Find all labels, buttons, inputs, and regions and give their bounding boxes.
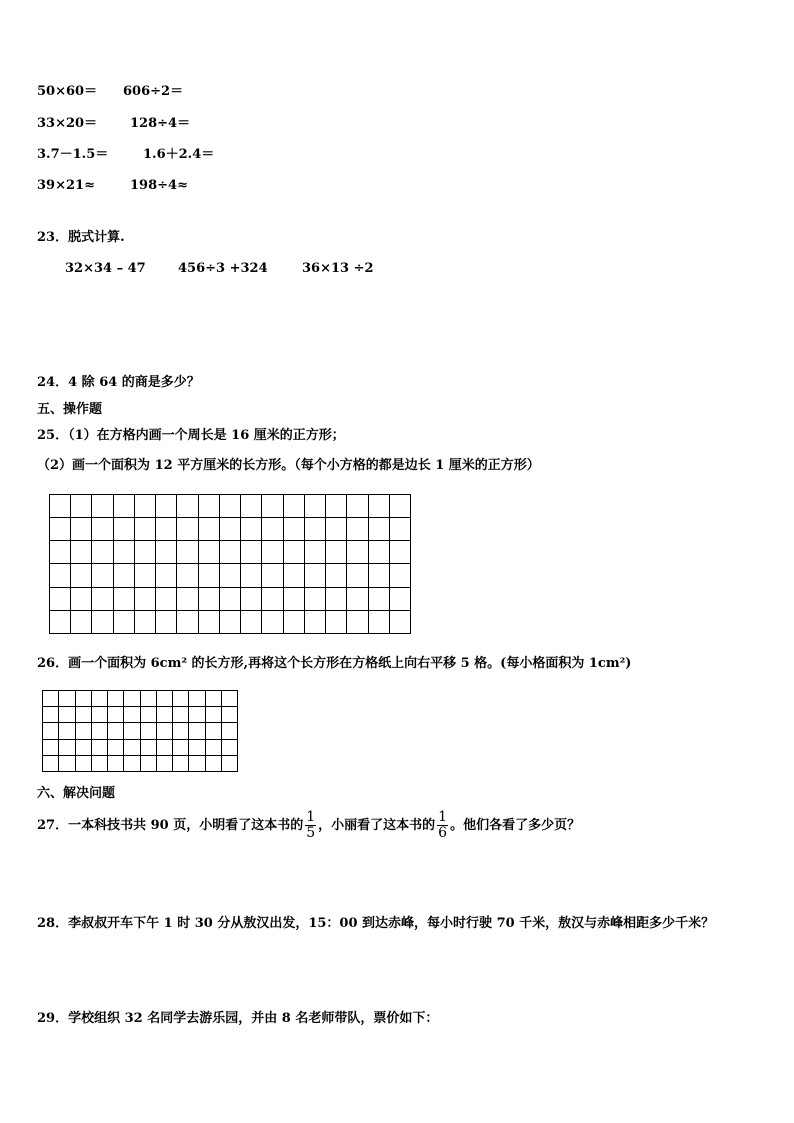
grid-cell[interactable]: [347, 564, 368, 587]
grid-cell[interactable]: [134, 495, 155, 518]
grid-cell[interactable]: [304, 564, 325, 587]
question-24: 24．4 除 64 的商是多少？: [37, 375, 200, 390]
calc-item: 50×60＝: [37, 84, 98, 99]
grid-cell[interactable]: [205, 691, 221, 707]
grid-cell[interactable]: [283, 610, 304, 633]
grid-cell[interactable]: [221, 739, 237, 755]
grid-cell[interactable]: [241, 587, 262, 610]
grid-cell[interactable]: [326, 541, 347, 564]
grid-cell[interactable]: [389, 610, 410, 633]
grid-cell[interactable]: [124, 707, 140, 723]
grid-cell[interactable]: [368, 564, 389, 587]
grid-cell[interactable]: [71, 518, 92, 541]
fraction-numerator: 1: [306, 808, 316, 825]
fraction-one-sixth: [437, 810, 448, 841]
grid-cell[interactable]: [156, 691, 172, 707]
calc-item: 128÷4＝: [130, 116, 191, 131]
grid-row: [43, 723, 238, 739]
grid-cell[interactable]: [140, 707, 156, 723]
grid-cell[interactable]: [304, 587, 325, 610]
grid-cell[interactable]: [91, 739, 107, 755]
grid-cell[interactable]: [304, 541, 325, 564]
grid-cell[interactable]: [156, 495, 177, 518]
question-28: 28．李叔叔开车下午 1 时 30 分从敖汉出发，15：00 到达赤峰，每小时行驶 70 千米，敖汉与赤峰相距多少千米？: [37, 916, 715, 931]
grid-cell[interactable]: [71, 587, 92, 610]
grid-cell[interactable]: [124, 723, 140, 739]
grid-cell[interactable]: [219, 587, 240, 610]
question-25-part2: （2）画一个面积为 12 平方厘米的长方形。（每个小方格的都是边长 1 厘米的正方形）: [37, 458, 540, 473]
square-grid-26[interactable]: [42, 690, 238, 772]
grid-cell[interactable]: [198, 610, 219, 633]
grid-cell[interactable]: [221, 755, 237, 771]
grid-cell[interactable]: [156, 739, 172, 755]
grid-cell[interactable]: [92, 587, 113, 610]
grid-cell[interactable]: [347, 587, 368, 610]
grid-cell[interactable]: [389, 564, 410, 587]
grid-cell[interactable]: [50, 541, 71, 564]
fraction-numerator: 1: [438, 808, 448, 825]
calc-item: 198÷4≈: [130, 178, 188, 193]
grid-cell[interactable]: [156, 518, 177, 541]
grid-cell[interactable]: [71, 610, 92, 633]
question-23-title: 23．脱式计算.: [37, 230, 125, 245]
grid-cell[interactable]: [113, 495, 134, 518]
grid-cell[interactable]: [189, 691, 205, 707]
calc-item: 1.6＋2.4＝: [143, 147, 215, 162]
calc-item: 33×20＝: [37, 116, 98, 131]
grid-cell[interactable]: [108, 739, 124, 755]
grid-cell[interactable]: [113, 587, 134, 610]
grid-row: [50, 564, 411, 587]
grid-cell[interactable]: [347, 541, 368, 564]
question-25-part1: 25．（1）在方格内画一个周长是 16 厘米的正方形；: [37, 428, 345, 443]
grid-cell[interactable]: [75, 707, 91, 723]
grid-cell[interactable]: [241, 495, 262, 518]
grid-cell[interactable]: [173, 739, 189, 755]
grid-cell[interactable]: [59, 691, 75, 707]
grid-cell[interactable]: [43, 739, 59, 755]
calc-item: 3.7－1.5＝: [37, 147, 109, 162]
grid-cell[interactable]: [389, 587, 410, 610]
grid-cell[interactable]: [50, 518, 71, 541]
grid-cell[interactable]: [177, 587, 198, 610]
question-29: 29．学校组织 32 名同学去游乐园，并由 8 名老师带队，票价如下：: [37, 1011, 439, 1026]
grid-cell[interactable]: [368, 518, 389, 541]
grid-cell[interactable]: [189, 723, 205, 739]
grid-cell[interactable]: [205, 739, 221, 755]
grid-cell[interactable]: [113, 541, 134, 564]
grid-cell[interactable]: [71, 564, 92, 587]
grid-cell[interactable]: [368, 610, 389, 633]
grid-cell[interactable]: [219, 541, 240, 564]
grid-cell[interactable]: [75, 691, 91, 707]
grid-cell[interactable]: [283, 495, 304, 518]
grid-cell[interactable]: [124, 739, 140, 755]
grid-cell[interactable]: [283, 587, 304, 610]
grid-cell[interactable]: [75, 755, 91, 771]
grid-cell[interactable]: [43, 723, 59, 739]
grid-cell[interactable]: [189, 755, 205, 771]
grid-cell[interactable]: [326, 587, 347, 610]
calc-item: 39×21≈: [37, 178, 95, 193]
question-26: 26．画一个面积为 6cm² 的长方形,再将这个长方形在方格纸上向右平移 5 格。(每小格面积为 1cm²): [37, 656, 632, 671]
grid-cell[interactable]: [304, 518, 325, 541]
grid-cell[interactable]: [241, 518, 262, 541]
grid-cell[interactable]: [241, 564, 262, 587]
grid-cell[interactable]: [50, 587, 71, 610]
grid-cell[interactable]: [262, 610, 283, 633]
grid-cell[interactable]: [262, 564, 283, 587]
grid-cell[interactable]: [59, 739, 75, 755]
grid-cell[interactable]: [124, 691, 140, 707]
grid-cell[interactable]: [92, 610, 113, 633]
grid-row: [50, 541, 411, 564]
grid-cell[interactable]: [326, 518, 347, 541]
grid-cell[interactable]: [140, 723, 156, 739]
grid-cell[interactable]: [140, 691, 156, 707]
grid-cell[interactable]: [134, 518, 155, 541]
grid-cell[interactable]: [389, 541, 410, 564]
grid-cell[interactable]: [113, 610, 134, 633]
grid-cell[interactable]: [326, 495, 347, 518]
grid-cell[interactable]: [177, 564, 198, 587]
grid-cell[interactable]: [156, 723, 172, 739]
expression: 456÷3 +324: [178, 261, 268, 276]
grid-cell[interactable]: [262, 495, 283, 518]
grid-cell[interactable]: [124, 755, 140, 771]
question-27-text-b: ，小丽看了这本书的: [318, 817, 436, 833]
grid-cell[interactable]: [108, 755, 124, 771]
grid-cell[interactable]: [241, 610, 262, 633]
fraction-denominator: 6: [438, 824, 448, 841]
grid-row: [50, 495, 411, 518]
grid-cell[interactable]: [50, 610, 71, 633]
grid-cell[interactable]: [368, 495, 389, 518]
expression: 32×34 – 47: [65, 261, 146, 276]
grid-cell[interactable]: [91, 723, 107, 739]
section-six-heading: 六、解决问题: [37, 786, 116, 801]
grid-cell[interactable]: [177, 541, 198, 564]
grid-cell[interactable]: [91, 707, 107, 723]
grid-cell[interactable]: [219, 518, 240, 541]
grid-cell[interactable]: [173, 707, 189, 723]
grid-cell[interactable]: [205, 723, 221, 739]
grid-cell[interactable]: [262, 541, 283, 564]
grid-cell[interactable]: [108, 723, 124, 739]
grid-cell[interactable]: [43, 691, 59, 707]
grid-cell[interactable]: [262, 587, 283, 610]
grid-row: [43, 707, 238, 723]
grid-cell[interactable]: [262, 518, 283, 541]
square-grid-25[interactable]: [49, 494, 411, 634]
grid-row: [50, 610, 411, 633]
grid-cell[interactable]: [134, 610, 155, 633]
grid-cell[interactable]: [368, 541, 389, 564]
grid-cell[interactable]: [92, 495, 113, 518]
fraction-one-fifth: [305, 810, 316, 841]
grid-cell[interactable]: [59, 723, 75, 739]
grid-cell[interactable]: [304, 495, 325, 518]
grid-cell[interactable]: [134, 587, 155, 610]
grid-cell[interactable]: [177, 495, 198, 518]
grid-cell[interactable]: [108, 691, 124, 707]
grid-cell[interactable]: [389, 518, 410, 541]
grid-row: [43, 755, 238, 771]
grid-cell[interactable]: [347, 518, 368, 541]
grid-cell[interactable]: [221, 707, 237, 723]
grid-cell[interactable]: [50, 564, 71, 587]
grid-cell[interactable]: [304, 610, 325, 633]
grid-cell[interactable]: [156, 564, 177, 587]
grid-cell[interactable]: [173, 723, 189, 739]
grid-cell[interactable]: [198, 495, 219, 518]
grid-row: [43, 691, 238, 707]
grid-row: [50, 518, 411, 541]
grid-cell[interactable]: [92, 564, 113, 587]
grid-cell[interactable]: [198, 564, 219, 587]
question-27-text-a: 27．一本科技书共 90 页，小明看了这本书的: [37, 817, 304, 833]
question-27: [37, 805, 580, 845]
grid-cell[interactable]: [347, 495, 368, 518]
grid-cell[interactable]: [134, 564, 155, 587]
grid-cell[interactable]: [43, 707, 59, 723]
question-27-text-c: 。他们各看了多少页？: [450, 817, 581, 833]
grid-cell[interactable]: [173, 755, 189, 771]
grid-cell[interactable]: [156, 541, 177, 564]
grid-cell[interactable]: [326, 564, 347, 587]
grid-cell[interactable]: [75, 739, 91, 755]
grid-cell[interactable]: [221, 723, 237, 739]
grid-cell[interactable]: [156, 707, 172, 723]
calc-item: 606÷2＝: [123, 84, 184, 99]
grid-cell[interactable]: [92, 518, 113, 541]
grid-cell[interactable]: [92, 541, 113, 564]
grid-cell[interactable]: [91, 691, 107, 707]
grid-cell[interactable]: [50, 495, 71, 518]
grid-cell[interactable]: [91, 755, 107, 771]
grid-cell[interactable]: [219, 495, 240, 518]
grid-cell[interactable]: [219, 610, 240, 633]
fraction-denominator: 5: [306, 824, 316, 841]
grid-cell[interactable]: [326, 610, 347, 633]
grid-cell[interactable]: [140, 739, 156, 755]
grid-cell[interactable]: [283, 518, 304, 541]
grid-cell[interactable]: [75, 723, 91, 739]
grid-cell[interactable]: [113, 564, 134, 587]
section-five-heading: 五、操作题: [37, 402, 103, 417]
grid-cell[interactable]: [283, 564, 304, 587]
grid-cell[interactable]: [198, 587, 219, 610]
grid-cell[interactable]: [113, 518, 134, 541]
grid-cell[interactable]: [177, 518, 198, 541]
grid-cell[interactable]: [43, 755, 59, 771]
grid-cell[interactable]: [134, 541, 155, 564]
grid-cell[interactable]: [198, 518, 219, 541]
grid-cell[interactable]: [156, 610, 177, 633]
grid-cell[interactable]: [347, 610, 368, 633]
grid-cell[interactable]: [221, 691, 237, 707]
grid-cell[interactable]: [156, 587, 177, 610]
grid-cell[interactable]: [59, 707, 75, 723]
grid-cell[interactable]: [198, 541, 219, 564]
grid-cell[interactable]: [71, 495, 92, 518]
grid-cell[interactable]: [368, 587, 389, 610]
grid-cell[interactable]: [177, 610, 198, 633]
grid-cell[interactable]: [205, 755, 221, 771]
grid-row: [43, 739, 238, 755]
grid-cell[interactable]: [71, 541, 92, 564]
grid-cell[interactable]: [173, 691, 189, 707]
grid-cell[interactable]: [59, 755, 75, 771]
grid-cell[interactable]: [156, 755, 172, 771]
grid-cell[interactable]: [219, 564, 240, 587]
grid-cell[interactable]: [283, 541, 304, 564]
grid-cell[interactable]: [189, 739, 205, 755]
grid-cell[interactable]: [140, 755, 156, 771]
grid-cell[interactable]: [189, 707, 205, 723]
grid-cell[interactable]: [205, 707, 221, 723]
grid-cell[interactable]: [108, 707, 124, 723]
grid-cell[interactable]: [389, 495, 410, 518]
grid-cell[interactable]: [241, 541, 262, 564]
grid-row: [50, 587, 411, 610]
expression: 36×13 ÷2: [302, 261, 374, 276]
